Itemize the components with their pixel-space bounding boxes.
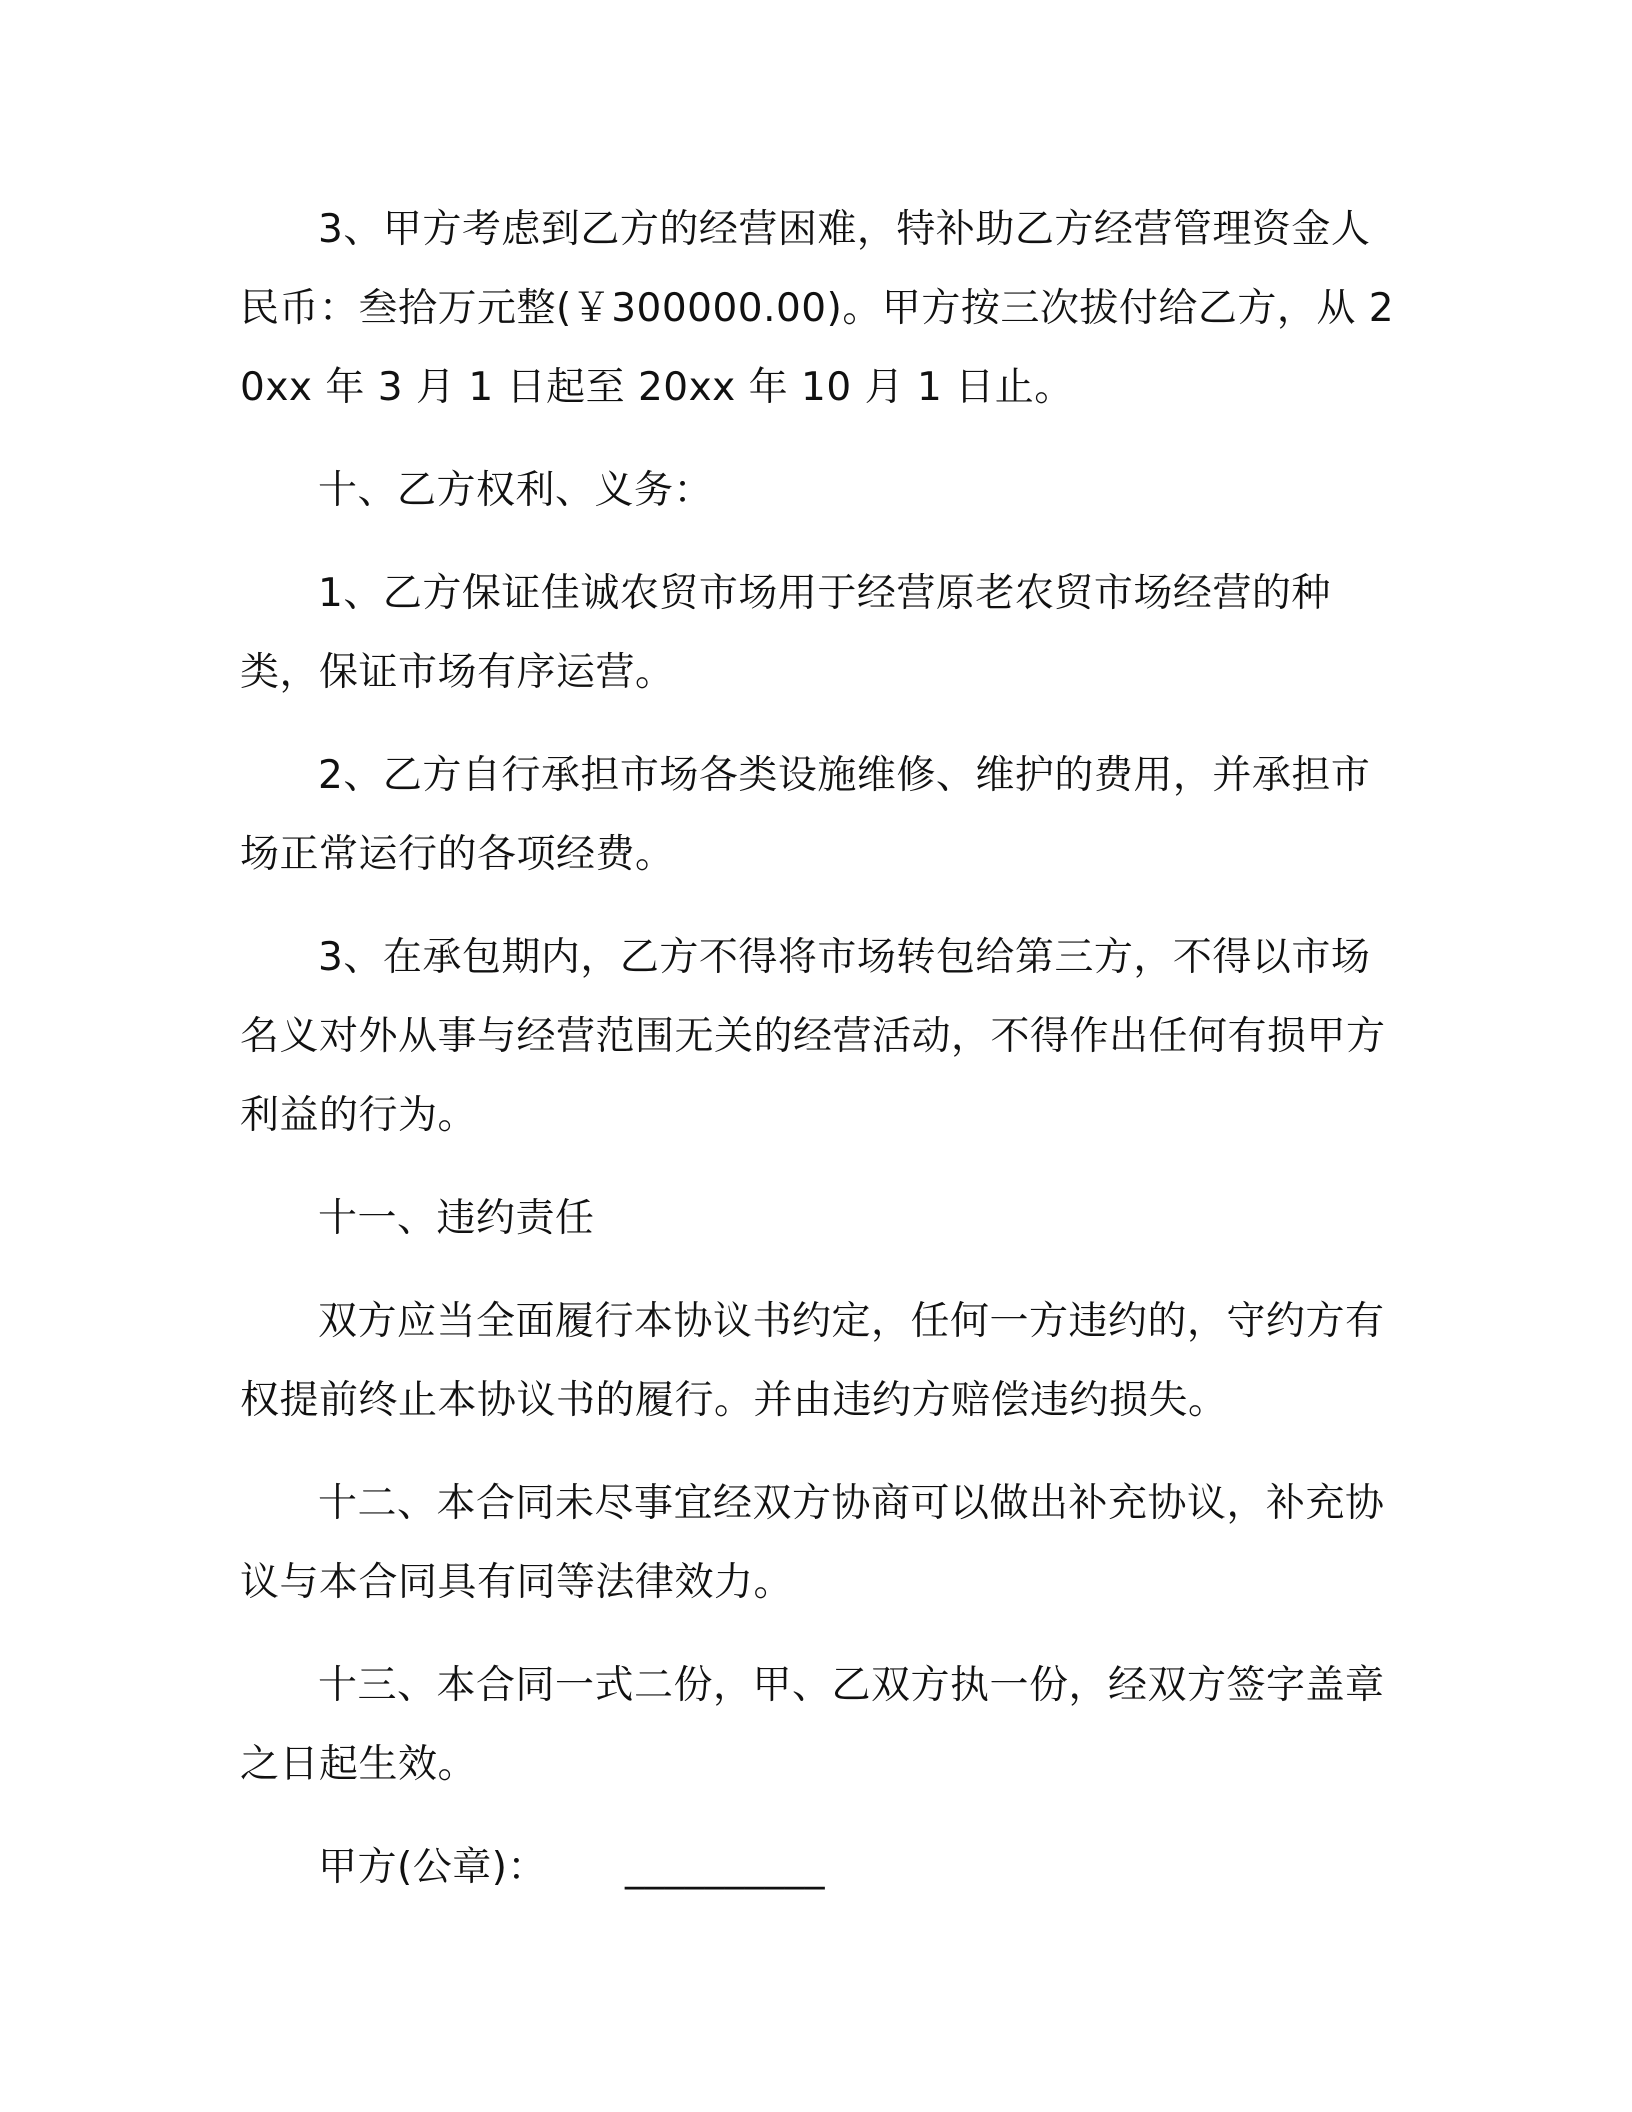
signature-label: 甲方(公章)： xyxy=(318,1845,547,1890)
document-body xyxy=(240,190,1400,1907)
section-11-body: 双方应当全面履行本协议书约定，任何一方违约的，守约方有权提前终止本协议书的履行。并由违约方赔偿违约损失。 xyxy=(240,1299,1385,1423)
section-12: 十二、本合同未尽事宜经双方协商可以做出补充协议，补充协议与本合同具有同等法律效力。 xyxy=(240,1481,1385,1605)
clause-10-item-1: 1、乙方保证佳诚农贸市场用于经营原老农贸市场经营的种类，保证市场有序运营。 xyxy=(240,571,1331,695)
clause-10-item-2: 2、乙方自行承担市场各类设施维修、维护的费用，并承担市场正常运行的各项经费。 xyxy=(240,753,1371,877)
signature-party-a xyxy=(240,1828,1400,1907)
section-10-heading: 十、乙方权利、义务： xyxy=(318,468,714,513)
signature-blank: __________ xyxy=(624,1845,825,1890)
clause-10-item-3: 3、在承包期内，乙方不得将市场转包给第三方，不得以市场名义对外从事与经营范围无关的经营活动，不得作出任何有损甲方利益的行为。 xyxy=(240,935,1386,1138)
section-13: 十三、本合同一式二份，甲、乙双方执一份，经双方签字盖章之日起生效。 xyxy=(240,1663,1385,1787)
section-11-heading: 十一、违约责任 xyxy=(318,1196,595,1241)
clause-9-item-3: 3、甲方考虑到乙方的经营困难，特补助乙方经营管理资金人民币：叁拾万元整(￥300000.00)。甲方按三次拔付给乙方，从 20xx 年 3 月 1 日起至 20xx 年 10 月 1 日止。 xyxy=(240,207,1395,410)
